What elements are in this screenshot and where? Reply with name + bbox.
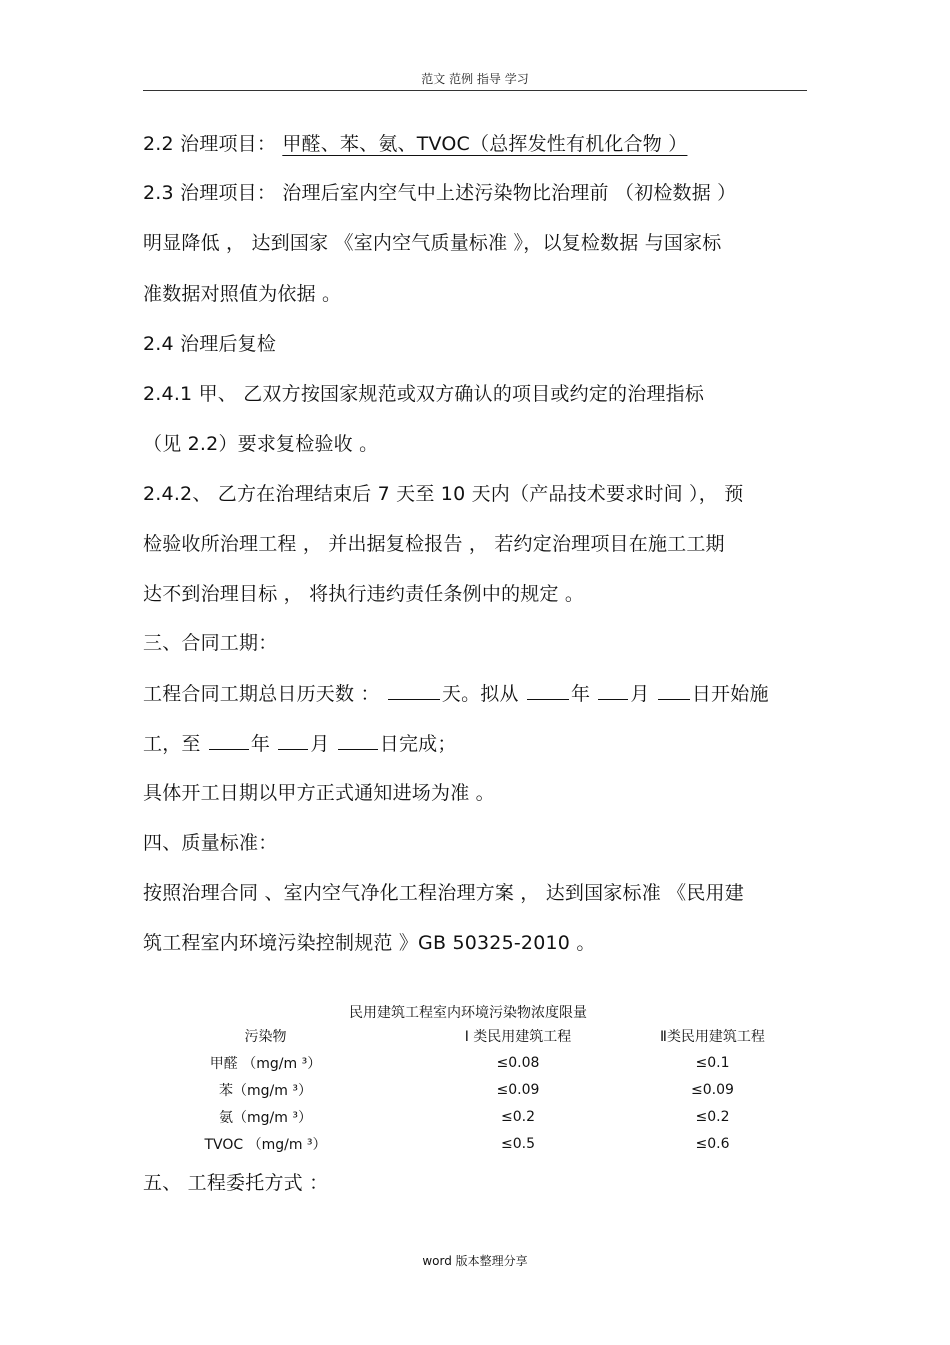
clause-2-4-2-cont-2: 达不到治理目标 ， 将执行违约责任条例中的规定 。 bbox=[143, 583, 585, 605]
class-2-limit-cell: ≤0.1 bbox=[695, 1054, 730, 1071]
clause-2-2 bbox=[143, 132, 687, 156]
class-1-limit-cell: ≤0.09 bbox=[496, 1081, 540, 1098]
clause-2-3-cont-1: 明显降低 ， 达到国家 《室内空气质量标准 》，以复检数据 与国家标 bbox=[143, 232, 722, 254]
total-days-blank[interactable] bbox=[388, 681, 440, 700]
clause-2-3: 2.3 治理项目： 治理后室内空气中上述污染物比治理前 （初检数据 ） bbox=[143, 182, 737, 204]
class-1-limit-cell: ≤0.08 bbox=[496, 1054, 540, 1071]
header-divider bbox=[143, 90, 807, 91]
clause-2-2-items: 甲醛、苯、氨、TVOC（总挥发性有机化合物 ） bbox=[282, 133, 688, 155]
section-5-heading: 五、 工程委托方式 ： bbox=[143, 1172, 329, 1194]
clause-2-4: 2.4 治理后复检 bbox=[143, 333, 277, 355]
end-year-label: 年 bbox=[250, 733, 271, 755]
start-day-label: 日开始施 bbox=[691, 683, 769, 705]
pollutant-cell: 苯（mg/m ³） bbox=[219, 1082, 312, 1099]
class-1-limit-cell: ≤0.2 bbox=[501, 1108, 535, 1125]
end-month-blank[interactable] bbox=[278, 731, 308, 750]
col-header-class-2: Ⅱ类民用建筑工程 bbox=[660, 1028, 765, 1045]
pollutant-cell: 氨（mg/m ³） bbox=[219, 1109, 312, 1126]
quality-standard-line-1: 按照治理合同 、室内空气净化工程治理方案 ， 达到国家标准 《民用建 bbox=[143, 882, 744, 904]
start-month-label: 月 bbox=[630, 683, 650, 705]
end-to-label: 工，至 bbox=[143, 733, 201, 755]
start-date-note: 具体开工日期以甲方正式通知进场为准 。 bbox=[143, 782, 495, 804]
pollutant-cell: 甲醛 （mg/m ³） bbox=[209, 1055, 322, 1072]
clause-2-2-label: 2.2 治理项目： bbox=[143, 133, 277, 155]
clause-2-4-1: 2.4.1 甲、 乙双方按国家规范或双方确认的项目或约定的治理指标 bbox=[143, 383, 705, 405]
end-month-label: 月 bbox=[310, 733, 330, 755]
contract-period-line-1 bbox=[143, 681, 769, 706]
page-header: 范文 范例 指导 学习 bbox=[421, 72, 529, 86]
start-from-label: 天。拟从 bbox=[441, 683, 519, 705]
start-month-blank[interactable] bbox=[598, 681, 628, 700]
pollutant-cell: TVOC （mg/m ³） bbox=[204, 1136, 327, 1153]
col-header-pollutant: 污染物 bbox=[244, 1028, 287, 1045]
clause-2-3-cont-2: 准数据对照值为依据 。 bbox=[143, 283, 342, 305]
section-3-heading: 三、合同工期： bbox=[143, 632, 278, 654]
section-4-heading: 四、质量标准： bbox=[143, 832, 278, 854]
start-year-blank[interactable] bbox=[527, 681, 569, 700]
clause-2-4-2: 2.4.2、 乙方在治理结束后 7 天至 10 天内（产品技术要求时间 ）， 预 bbox=[143, 483, 744, 505]
end-day-label: 日完成； bbox=[379, 733, 457, 755]
contract-period-line-2 bbox=[143, 731, 457, 756]
total-days-label: 工程合同工期总日历天数 ： bbox=[143, 683, 380, 705]
limits-table-title: 民用建筑工程室内环境污染物浓度限量 bbox=[349, 1005, 587, 1021]
table-header-row bbox=[143, 1022, 807, 1049]
col-header-class-1: Ⅰ 类民用建筑工程 bbox=[464, 1028, 572, 1045]
class-2-limit-cell: ≤0.6 bbox=[695, 1135, 730, 1152]
class-2-limit-cell: ≤0.09 bbox=[691, 1081, 734, 1098]
clause-2-4-2-cont-1: 检验收所治理工程 ， 并出据复检报告 ， 若约定治理项目在施工工期 bbox=[143, 533, 725, 555]
quality-standard-line-2: 筑工程室内环境污染控制规范 》GB 50325-2010 。 bbox=[143, 932, 596, 954]
class-2-limit-cell: ≤0.2 bbox=[695, 1108, 730, 1125]
table-row bbox=[143, 1130, 807, 1157]
end-day-blank[interactable] bbox=[338, 731, 378, 750]
pollutant-limits-table bbox=[143, 1022, 807, 1157]
start-year-label: 年 bbox=[570, 683, 591, 705]
table-row bbox=[143, 1076, 807, 1103]
table-row bbox=[143, 1103, 807, 1130]
start-day-blank[interactable] bbox=[658, 681, 690, 700]
class-1-limit-cell: ≤0.5 bbox=[501, 1135, 535, 1152]
table-row bbox=[143, 1049, 807, 1076]
page-footer: word 版本整理分享 bbox=[422, 1254, 528, 1268]
end-year-blank[interactable] bbox=[209, 731, 249, 750]
clause-2-4-1-cont: （见 2.2）要求复检验收 。 bbox=[143, 433, 379, 455]
